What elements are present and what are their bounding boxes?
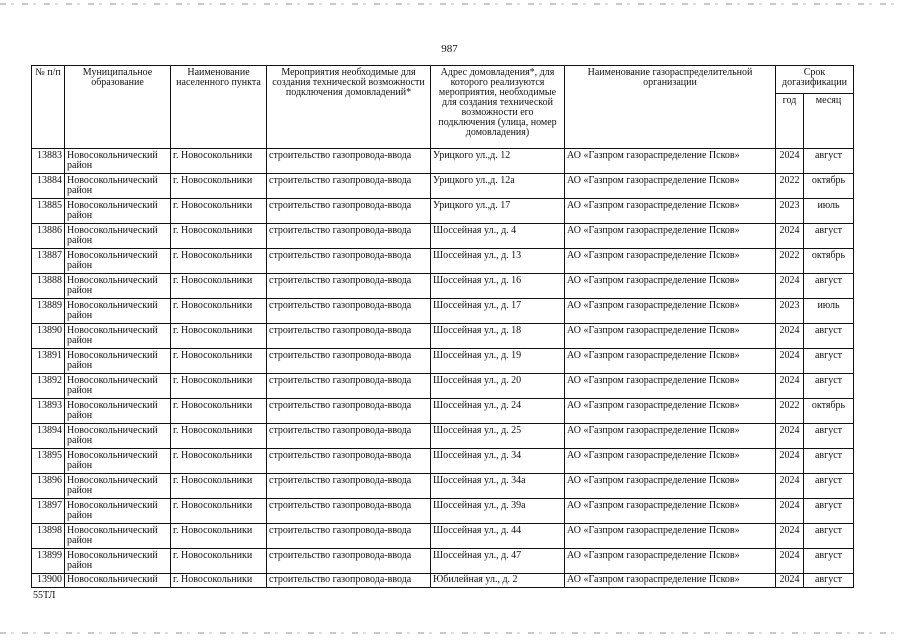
cell-organization: АО «Газпром газораспределение Псков» <box>565 224 776 249</box>
cell-year: 2024 <box>776 474 804 499</box>
cell-municipality: Новосокольнический район <box>65 349 171 374</box>
cell-settlement: г. Новосокольники <box>171 324 267 349</box>
cell-month: август <box>804 274 854 299</box>
cell-year: 2024 <box>776 449 804 474</box>
cell-year: 2024 <box>776 224 804 249</box>
cell-month: август <box>804 449 854 474</box>
cell-month: август <box>804 149 854 174</box>
cell-num: 13890 <box>32 324 65 349</box>
table-row <box>32 449 854 474</box>
cell-settlement: г. Новосокольники <box>171 474 267 499</box>
cell-num: 13900 <box>32 574 65 588</box>
cell-organization: АО «Газпром газораспределение Псков» <box>565 424 776 449</box>
cell-month: июль <box>804 199 854 224</box>
cell-settlement: г. Новосокольники <box>171 299 267 324</box>
cell-month: октябрь <box>804 399 854 424</box>
cell-measure: строительство газопровода-ввода <box>267 149 431 174</box>
cell-year: 2022 <box>776 399 804 424</box>
cell-address: Шоссейная ул., д. 47 <box>431 549 565 574</box>
cell-num: 13893 <box>32 399 65 424</box>
scan-edge-bottom <box>0 632 899 634</box>
cell-organization: АО «Газпром газораспределение Псков» <box>565 524 776 549</box>
cell-measure: строительство газопровода-ввода <box>267 224 431 249</box>
cell-num: 13885 <box>32 199 65 224</box>
cell-organization: АО «Газпром газораспределение Псков» <box>565 449 776 474</box>
cell-municipality: Новосокольнический район <box>65 424 171 449</box>
cell-municipality: Новосокольнический район <box>65 299 171 324</box>
cell-num: 13889 <box>32 299 65 324</box>
table-row <box>32 299 854 324</box>
cell-address: Шоссейная ул., д. 20 <box>431 374 565 399</box>
table-row <box>32 424 854 449</box>
cell-month: август <box>804 499 854 524</box>
cell-municipality: Новосокольнический район <box>65 324 171 349</box>
cell-organization: АО «Газпром газораспределение Псков» <box>565 274 776 299</box>
cell-organization: АО «Газпром газораспределение Псков» <box>565 499 776 524</box>
cell-organization: АО «Газпром газораспределение Псков» <box>565 299 776 324</box>
cell-month: август <box>804 374 854 399</box>
cell-num: 13895 <box>32 449 65 474</box>
cell-month: август <box>804 474 854 499</box>
cell-settlement: г. Новосокольники <box>171 424 267 449</box>
scan-edge-top <box>0 3 899 5</box>
cell-num: 13887 <box>32 249 65 274</box>
cell-settlement: г. Новосокольники <box>171 199 267 224</box>
cell-measure: строительство газопровода-ввода <box>267 424 431 449</box>
cell-address: Шоссейная ул., д. 25 <box>431 424 565 449</box>
cell-year: 2024 <box>776 324 804 349</box>
cell-address: Шоссейная ул., д. 19 <box>431 349 565 374</box>
cell-measure: строительство газопровода-ввода <box>267 499 431 524</box>
header-year: год <box>776 94 804 149</box>
cell-measure: строительство газопровода-ввода <box>267 349 431 374</box>
cell-measure: строительство газопровода-ввода <box>267 399 431 424</box>
cell-address: Шоссейная ул., д. 34а <box>431 474 565 499</box>
gasification-table <box>31 65 854 588</box>
table-row <box>32 549 854 574</box>
cell-month: август <box>804 549 854 574</box>
cell-settlement: г. Новосокольники <box>171 399 267 424</box>
table-row <box>32 149 854 174</box>
cell-address: Шоссейная ул., д. 18 <box>431 324 565 349</box>
cell-year: 2024 <box>776 349 804 374</box>
cell-organization: АО «Газпром газораспределение Псков» <box>565 374 776 399</box>
cell-month: октябрь <box>804 174 854 199</box>
cell-settlement: г. Новосокольники <box>171 524 267 549</box>
cell-municipality: Новосокольнический район <box>65 399 171 424</box>
header-num: № п/п <box>32 66 65 149</box>
cell-year: 2024 <box>776 424 804 449</box>
table-row <box>32 399 854 424</box>
cell-num: 13899 <box>32 549 65 574</box>
cell-measure: строительство газопровода-ввода <box>267 324 431 349</box>
cell-municipality: Новосокольнический район <box>65 149 171 174</box>
cell-measure: строительство газопровода-ввода <box>267 174 431 199</box>
cell-settlement: г. Новосокольники <box>171 499 267 524</box>
cell-num: 13892 <box>32 374 65 399</box>
cell-municipality: Новосокольнический район <box>65 449 171 474</box>
cell-month: октябрь <box>804 249 854 274</box>
cell-organization: АО «Газпром газораспределение Псков» <box>565 399 776 424</box>
cell-measure: строительство газопровода-ввода <box>267 449 431 474</box>
cell-settlement: г. Новосокольники <box>171 549 267 574</box>
cell-year: 2024 <box>776 274 804 299</box>
cell-organization: АО «Газпром газораспределение Псков» <box>565 249 776 274</box>
cell-year: 2022 <box>776 174 804 199</box>
cell-year: 2024 <box>776 374 804 399</box>
cell-month: август <box>804 524 854 549</box>
cell-municipality: Новосокольнический <box>65 574 171 588</box>
cell-municipality: Новосокольнический район <box>65 274 171 299</box>
cell-address: Шоссейная ул., д. 44 <box>431 524 565 549</box>
cell-address: Шоссейная ул., д. 39а <box>431 499 565 524</box>
page-number: 987 <box>441 43 458 55</box>
cell-organization: АО «Газпром газораспределение Псков» <box>565 199 776 224</box>
cell-settlement: г. Новосокольники <box>171 224 267 249</box>
cell-address: Шоссейная ул., д. 34 <box>431 449 565 474</box>
cell-num: 13886 <box>32 224 65 249</box>
cell-organization: АО «Газпром газораспределение Псков» <box>565 349 776 374</box>
table-row <box>32 524 854 549</box>
header-term: Срок догазификации <box>776 66 854 94</box>
header-month: месяц <box>804 94 854 149</box>
cell-num: 13894 <box>32 424 65 449</box>
cell-municipality: Новосокольнический район <box>65 524 171 549</box>
cell-address: Шоссейная ул., д. 13 <box>431 249 565 274</box>
cell-year: 2024 <box>776 149 804 174</box>
cell-num: 13891 <box>32 349 65 374</box>
cell-address: Шоссейная ул., д. 24 <box>431 399 565 424</box>
header-measures: Мероприятия необходимые для создания технической возможности подключения домовладений* <box>267 66 431 149</box>
cell-month: август <box>804 224 854 249</box>
header-organization: Наименование газораспределительной организации <box>565 66 776 149</box>
table-row <box>32 474 854 499</box>
cell-settlement: г. Новосокольники <box>171 574 267 588</box>
cell-month: август <box>804 424 854 449</box>
cell-num: 13883 <box>32 149 65 174</box>
cell-num: 13897 <box>32 499 65 524</box>
cell-year: 2024 <box>776 574 804 588</box>
table-row <box>32 374 854 399</box>
cell-organization: АО «Газпром газораспределение Псков» <box>565 149 776 174</box>
cell-measure: строительство газопровода-ввода <box>267 249 431 274</box>
cell-measure: строительство газопровода-ввода <box>267 549 431 574</box>
cell-num: 13884 <box>32 174 65 199</box>
header-municipality: Муниципальное образование <box>65 66 171 149</box>
cell-settlement: г. Новосокольники <box>171 149 267 174</box>
cell-address: Урицкого ул.,д. 12а <box>431 174 565 199</box>
cell-num: 13898 <box>32 524 65 549</box>
cell-year: 2023 <box>776 199 804 224</box>
table-row <box>32 174 854 199</box>
cell-address: Урицкого ул.,д. 17 <box>431 199 565 224</box>
table-row <box>32 274 854 299</box>
cell-year: 2024 <box>776 549 804 574</box>
cell-year: 2024 <box>776 499 804 524</box>
cell-address: Юбилейная ул., д. 2 <box>431 574 565 588</box>
cell-month: июль <box>804 299 854 324</box>
cell-measure: строительство газопровода-ввода <box>267 274 431 299</box>
cell-month: август <box>804 574 854 588</box>
cell-municipality: Новосокольнический район <box>65 224 171 249</box>
cell-measure: строительство газопровода-ввода <box>267 299 431 324</box>
table-row <box>32 499 854 524</box>
table-row <box>32 574 854 588</box>
cell-municipality: Новосокольнический район <box>65 174 171 199</box>
table-row <box>32 249 854 274</box>
cell-organization: АО «Газпром газораспределение Псков» <box>565 549 776 574</box>
cell-month: август <box>804 324 854 349</box>
cell-settlement: г. Новосокольники <box>171 374 267 399</box>
cell-municipality: Новосокольнический район <box>65 474 171 499</box>
header-settlement: Наименование населенного пункта <box>171 66 267 149</box>
cell-address: Шоссейная ул., д. 4 <box>431 224 565 249</box>
cell-year: 2022 <box>776 249 804 274</box>
cell-municipality: Новосокольнический район <box>65 249 171 274</box>
cell-num: 13888 <box>32 274 65 299</box>
cell-municipality: Новосокольнический район <box>65 199 171 224</box>
table-row <box>32 349 854 374</box>
cell-year: 2024 <box>776 524 804 549</box>
table-row <box>32 199 854 224</box>
cell-settlement: г. Новосокольники <box>171 449 267 474</box>
cell-municipality: Новосокольнический район <box>65 549 171 574</box>
cell-settlement: г. Новосокольники <box>171 349 267 374</box>
cell-organization: АО «Газпром газораспределение Псков» <box>565 174 776 199</box>
footer-mark: 55ТЛ <box>33 590 56 601</box>
cell-address: Урицкого ул.,д. 12 <box>431 149 565 174</box>
cell-month: август <box>804 349 854 374</box>
cell-measure: строительство газопровода-ввода <box>267 574 431 588</box>
cell-num: 13896 <box>32 474 65 499</box>
header-address: Адрес домовладения*, для которого реализуются мероприятия, необходимые для создания технической возможности его подключения (улица, номер домовладения) <box>431 66 565 149</box>
cell-measure: строительство газопровода-ввода <box>267 374 431 399</box>
table-row <box>32 224 854 249</box>
cell-settlement: г. Новосокольники <box>171 249 267 274</box>
cell-address: Шоссейная ул., д. 16 <box>431 274 565 299</box>
table-row <box>32 324 854 349</box>
cell-measure: строительство газопровода-ввода <box>267 524 431 549</box>
cell-organization: АО «Газпром газораспределение Псков» <box>565 574 776 588</box>
cell-municipality: Новосокольнический район <box>65 374 171 399</box>
cell-year: 2023 <box>776 299 804 324</box>
cell-municipality: Новосокольнический район <box>65 499 171 524</box>
cell-address: Шоссейная ул., д. 17 <box>431 299 565 324</box>
cell-measure: строительство газопровода-ввода <box>267 199 431 224</box>
cell-measure: строительство газопровода-ввода <box>267 474 431 499</box>
cell-organization: АО «Газпром газораспределение Псков» <box>565 474 776 499</box>
cell-organization: АО «Газпром газораспределение Псков» <box>565 324 776 349</box>
cell-settlement: г. Новосокольники <box>171 274 267 299</box>
cell-settlement: г. Новосокольники <box>171 174 267 199</box>
